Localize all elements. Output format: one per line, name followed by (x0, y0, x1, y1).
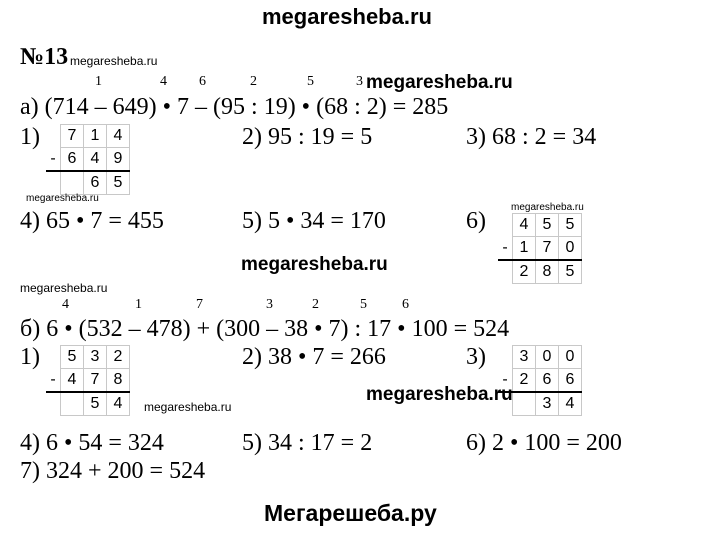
digit-cell: 4 (61, 369, 84, 393)
digit-cell: 3 (513, 346, 536, 369)
minus-sign: - (502, 238, 508, 256)
watermark-small-left: megaresheba.ru (20, 281, 108, 295)
step-5-b: 5) 34 : 17 = 2 (242, 430, 373, 456)
digit-cell: 5 (107, 171, 130, 195)
expression-b: б) 6 • (532 – 478) + (300 – 38 • 7) : 17 • 100 = 524 (20, 316, 510, 342)
digit-cell: 0 (536, 346, 559, 369)
digit-cell: 1 (513, 237, 536, 261)
watermark-bottom: Мегарешеба.ру (264, 500, 437, 526)
order-mark-b: 6 (402, 297, 409, 312)
column-subtraction-a1 (46, 124, 130, 195)
step-4-a: 4) 65 • 7 = 455 (20, 208, 164, 234)
digit-cell: 5 (61, 346, 84, 369)
order-mark-a: 5 (307, 74, 314, 89)
order-mark-a: 4 (160, 74, 167, 89)
column-subtraction-a6 (498, 213, 582, 284)
step-7-b: 7) 324 + 200 = 524 (20, 458, 206, 484)
digit-cell: 4 (107, 392, 130, 416)
digit-cell: 4 (559, 392, 582, 416)
digit-cell: 8 (536, 260, 559, 284)
step-label: 6) (466, 208, 486, 234)
digit-cell (513, 392, 536, 416)
order-mark-b: 3 (266, 297, 273, 312)
step-label: 1) (20, 124, 40, 150)
digit-cell: 1 (84, 125, 107, 148)
order-mark-b: 4 (62, 297, 69, 312)
digit-cell: 3 (84, 346, 107, 369)
digit-cell: 5 (84, 392, 107, 416)
problem-number: №13 (20, 44, 69, 70)
watermark-title: megaresheba.ru (70, 54, 158, 68)
minus-sign: - (50, 149, 56, 167)
digit-cell: 6 (536, 369, 559, 393)
column-subtraction-b1 (46, 345, 130, 416)
step-3-a: 3) 68 : 2 = 34 (466, 124, 597, 150)
digit-cell: 2 (107, 346, 130, 369)
watermark-small-right: megaresheba.ru (511, 202, 584, 213)
digit-cell: 6 (84, 171, 107, 195)
digit-cell: 3 (536, 392, 559, 416)
digit-cell: 5 (559, 214, 582, 237)
order-mark-b: 5 (360, 297, 367, 312)
digit-cell: 4 (84, 148, 107, 172)
watermark-small-left: megaresheba.ru (26, 193, 99, 204)
digit-cell: 7 (536, 237, 559, 261)
digit-cell (61, 171, 84, 195)
digit-cell: 2 (513, 260, 536, 284)
watermark-mid: megaresheba.ru (241, 254, 388, 275)
digit-cell (61, 392, 84, 416)
order-mark-a: 6 (199, 74, 206, 89)
order-mark-b: 7 (196, 297, 203, 312)
digit-cell: 0 (559, 346, 582, 369)
expression-a: а) (714 – 649) • 7 – (95 : 19) • (68 : 2) = 285 (20, 94, 449, 120)
step-2-a: 2) 95 : 19 = 5 (242, 124, 373, 150)
step-2-b: 2) 38 • 7 = 266 (242, 344, 386, 370)
order-mark-b: 1 (135, 297, 142, 312)
minus-sign: - (50, 370, 56, 388)
watermark-inline: megaresheba.ru (144, 400, 232, 414)
minus-sign: - (502, 370, 508, 388)
watermark-top: megaresheba.ru (262, 4, 432, 29)
step-label: 3) (466, 344, 486, 370)
digit-cell: 7 (61, 125, 84, 148)
digit-cell: 5 (559, 260, 582, 284)
digit-cell: 6 (61, 148, 84, 172)
minus-sign (46, 125, 61, 148)
step-5-a: 5) 5 • 34 = 170 (242, 208, 386, 234)
order-mark-b: 2 (312, 297, 319, 312)
step-label: 1) (20, 344, 40, 370)
watermark-mid: megaresheba.ru (366, 384, 513, 405)
order-mark-a: 3 (356, 74, 363, 89)
digit-cell: 6 (559, 369, 582, 393)
digit-cell: 9 (107, 148, 130, 172)
step-4-b: 4) 6 • 54 = 324 (20, 430, 164, 456)
digit-cell: 4 (107, 125, 130, 148)
digit-cell: 0 (559, 237, 582, 261)
step-6-b: 6) 2 • 100 = 200 (466, 430, 622, 456)
digit-cell: 4 (513, 214, 536, 237)
order-mark-a: 2 (250, 74, 257, 89)
order-mark-a: 1 (95, 74, 102, 89)
digit-cell: 7 (84, 369, 107, 393)
digit-cell: 2 (513, 369, 536, 393)
digit-cell: 8 (107, 369, 130, 393)
watermark-row-a: megaresheba.ru (366, 72, 513, 93)
digit-cell: 5 (536, 214, 559, 237)
